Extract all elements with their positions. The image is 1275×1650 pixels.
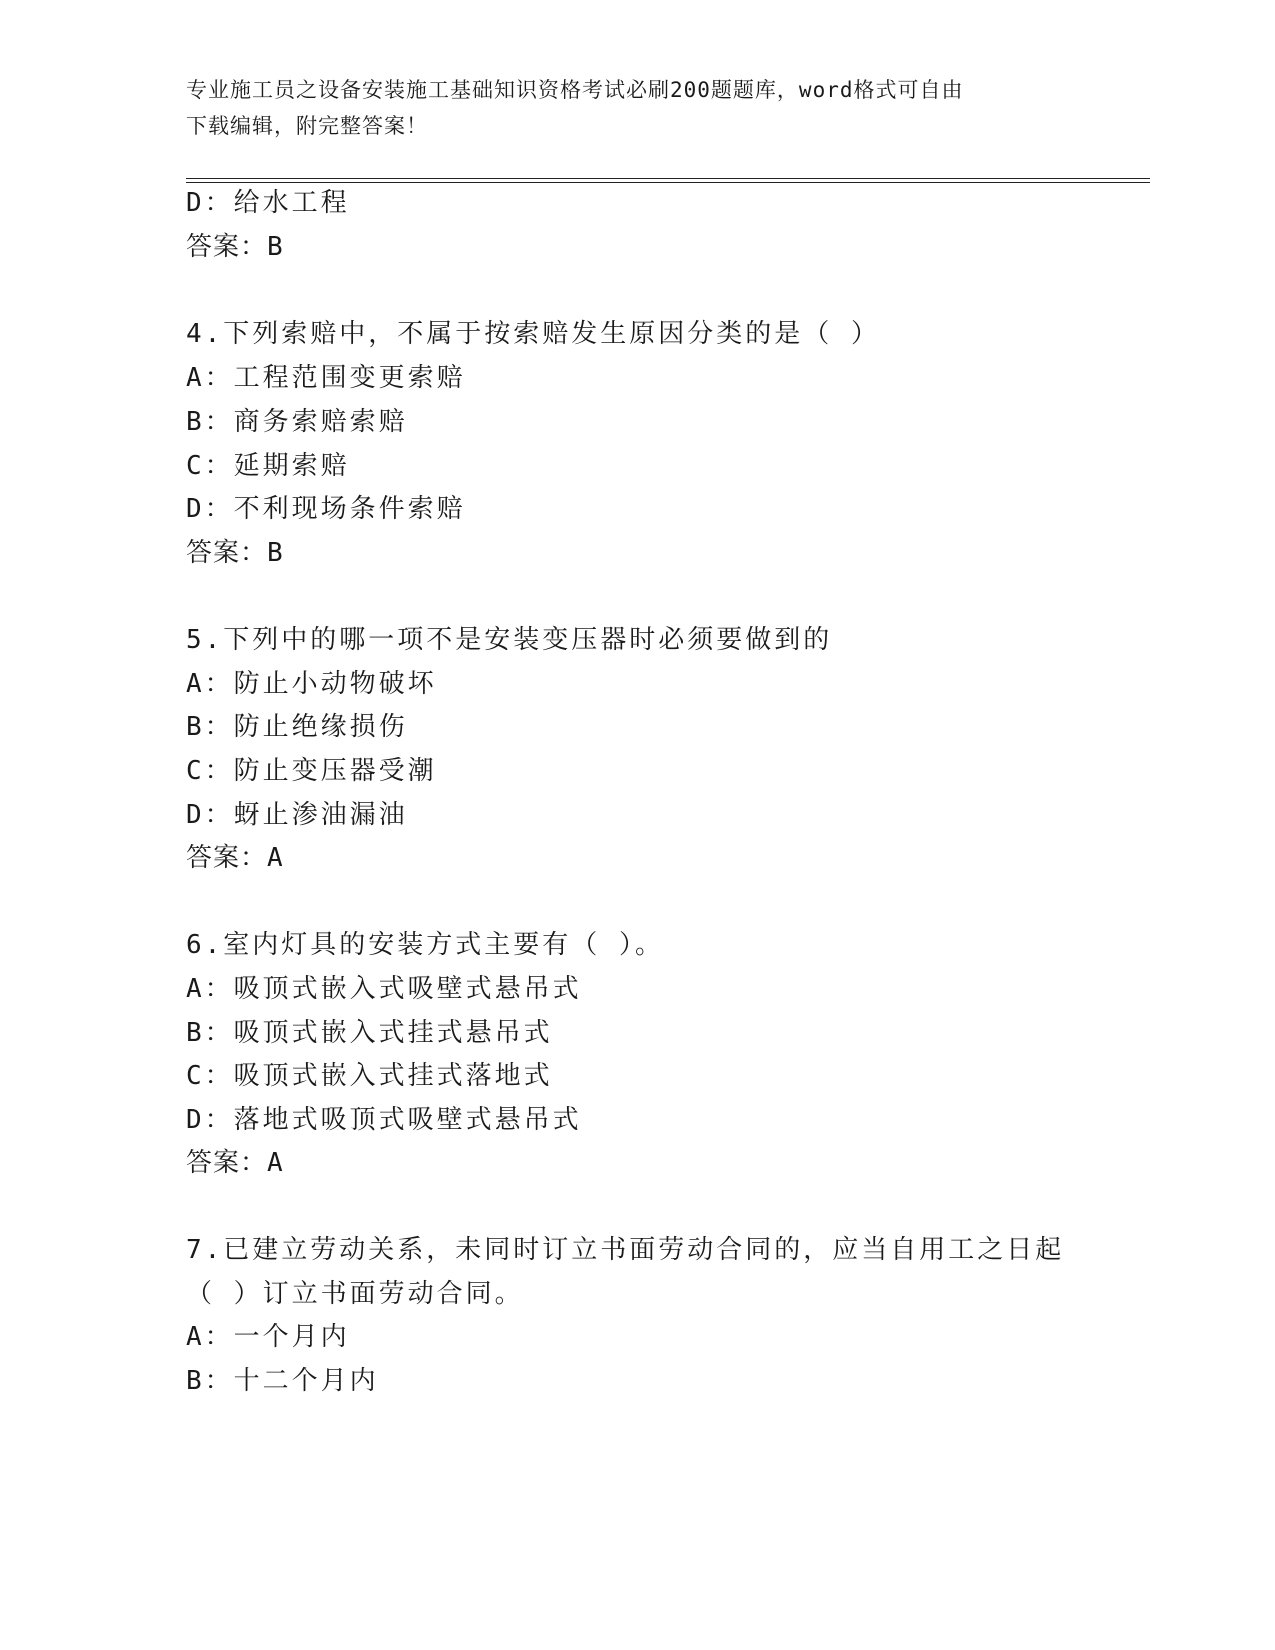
question-6-stem: 6.室内灯具的安装方式主要有（ ）。 bbox=[186, 930, 664, 960]
question-5-answer bbox=[186, 841, 284, 875]
question-6-option-d: D：落地式吸顶式吸壁式悬吊式 bbox=[186, 1105, 582, 1135]
question-4-option-a: A：工程范围变更索赔 bbox=[186, 363, 466, 393]
question-7-option-b: B：十二个月内 bbox=[186, 1366, 379, 1396]
question-4-option-d: D：不利现场条件索赔 bbox=[186, 494, 466, 524]
header-line-2: 下载编辑，附完整答案！ bbox=[186, 114, 428, 138]
header-line-1: 专业施工员之设备安装施工基础知识资格考试必刷200题题库，word格式可自由 bbox=[186, 78, 964, 102]
question-4-option-c: C：延期索赔 bbox=[186, 451, 350, 481]
question-6-answer bbox=[186, 1146, 284, 1180]
prev-option-d: D：给水工程 bbox=[186, 188, 350, 218]
answer-value: B bbox=[267, 232, 284, 262]
answer-value: A bbox=[267, 1148, 284, 1178]
question-5-option-a: A：防止小动物破坏 bbox=[186, 669, 437, 699]
answer-label: 答案： bbox=[186, 843, 268, 873]
prev-answer bbox=[186, 230, 284, 264]
answer-value: B bbox=[267, 538, 284, 568]
question-5-option-b: B：防止绝缘损伤 bbox=[186, 712, 408, 742]
header-divider bbox=[186, 178, 1150, 183]
answer-label: 答案： bbox=[186, 232, 268, 262]
question-6-option-c: C：吸顶式嵌入式挂式落地式 bbox=[186, 1061, 553, 1091]
question-6-option-a: A：吸顶式嵌入式吸壁式悬吊式 bbox=[186, 974, 582, 1004]
question-5-stem: 5.下列中的哪一项不是安装变压器时必须要做到的 bbox=[186, 625, 833, 655]
question-7-option-a: A：一个月内 bbox=[186, 1322, 350, 1352]
question-4-option-b: B：商务索赔索赔 bbox=[186, 407, 408, 437]
answer-label: 答案： bbox=[186, 538, 268, 568]
question-6-option-b: B：吸顶式嵌入式挂式悬吊式 bbox=[186, 1018, 553, 1048]
question-7-stem-line-2: （ ）订立书面劳动合同。 bbox=[186, 1279, 524, 1309]
question-5-option-d: D：蚜止渗油漏油 bbox=[186, 800, 408, 830]
answer-label: 答案： bbox=[186, 1148, 268, 1178]
question-5-option-c: C：防止变压器受潮 bbox=[186, 756, 437, 786]
page-header bbox=[186, 72, 1066, 144]
question-4-answer bbox=[186, 536, 284, 570]
answer-value: A bbox=[267, 843, 284, 873]
question-4-stem: 4.下列索赔中，不属于按索赔发生原因分类的是（ ） bbox=[186, 319, 880, 349]
question-7-stem-line-1: 7.已建立劳动关系，未同时订立书面劳动合同的，应当自用工之日起 bbox=[186, 1235, 1065, 1265]
